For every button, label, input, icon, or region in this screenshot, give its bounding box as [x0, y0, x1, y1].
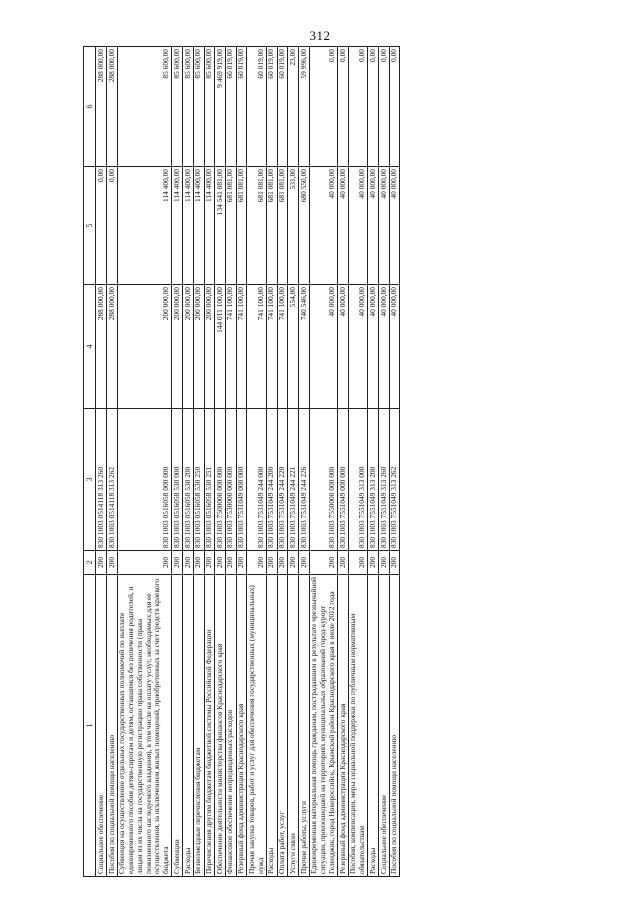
- row-name-cell: Услуги связи: [288, 575, 299, 877]
- row-approved-cell: 200 000,00: [204, 285, 215, 409]
- row-approved-cell: 40 000,00: [309, 285, 337, 409]
- row-grbs-cell: 200: [288, 551, 299, 575]
- row-code-cell: 830 1003 0516058 530 000: [172, 409, 183, 551]
- row-executed-cell: 40 000,00: [338, 167, 349, 285]
- row-code-cell: 830 1003 7500000 000 000: [215, 409, 226, 551]
- column-header: 6: [84, 47, 96, 167]
- row-grbs-cell: 200: [247, 551, 266, 575]
- row-executed-cell: 40 000,00: [379, 167, 390, 285]
- row-executed-cell: 40 000,00: [348, 167, 367, 285]
- row-code-cell: 830 1003 7551049 313 260: [379, 409, 390, 551]
- row-approved-cell: 200 000,00: [193, 285, 204, 409]
- row-name-cell: Финансовое обеспечение непредвиденных расходов: [225, 575, 236, 877]
- row-code-cell: 830 1003 7531049 244 000: [247, 409, 266, 551]
- row-code-cell: 830 1003 0516058 000 000: [117, 409, 171, 551]
- table-row: [225, 47, 236, 877]
- row-unexecuted-cell: 9 469 919,00: [215, 47, 226, 167]
- row-unexecuted-cell: 85 600,00: [193, 47, 204, 167]
- row-unexecuted-cell: 0,00: [389, 47, 400, 167]
- table-row: [389, 47, 400, 877]
- table-row: [299, 47, 310, 877]
- row-grbs-cell: 200: [368, 551, 379, 575]
- row-name-cell: Субвенция на осуществление отдельных государственных полномочий по выплате единовременного пособия детям-сиротам и детям, оставшимся без попечения родителей, и лицам из их числа на государственную регистрацию права собственности (права пожизненного наследуемого владения), в том числе на оплату услуг, необходимых для ее осуществления, за исключением жилых помещений, приобретенных за счет средств краевого бюджета: [117, 575, 171, 877]
- row-code-cell: 830 1003 7531049 244 220: [277, 409, 288, 551]
- row-unexecuted-cell: 60 019,00: [236, 47, 247, 167]
- row-approved-cell: 200 000,00: [172, 285, 183, 409]
- row-unexecuted-cell: 85 600,00: [204, 47, 215, 167]
- row-approved-cell: 741 100,00: [225, 285, 236, 409]
- table-row: [215, 47, 226, 877]
- row-name-cell: Социальное обеспечение: [379, 575, 390, 877]
- row-name-cell: Расходы: [368, 575, 379, 877]
- row-executed-cell: 0,00: [107, 167, 118, 285]
- column-header: 1: [84, 575, 96, 877]
- row-unexecuted-cell: 288 000,00: [107, 47, 118, 167]
- row-name-cell: Безвозмездные перечисления бюджетам: [193, 575, 204, 877]
- table-row: [96, 47, 107, 877]
- row-unexecuted-cell: 23,00: [288, 47, 299, 167]
- row-approved-cell: 40 000,00: [348, 285, 367, 409]
- row-grbs-cell: 200: [225, 551, 236, 575]
- row-grbs-cell: 200: [96, 551, 107, 575]
- column-header: 4: [84, 285, 96, 409]
- row-executed-cell: 681 081,00: [247, 167, 266, 285]
- row-executed-cell: 134 541 081,00: [215, 167, 226, 285]
- row-code-cell: 830 1003 7551049 313 200: [368, 409, 379, 551]
- row-grbs-cell: 200: [338, 551, 349, 575]
- table-row: [172, 47, 183, 877]
- row-code-cell: 830 1003 7551049 000 000: [338, 409, 349, 551]
- row-approved-cell: 741 100,00: [236, 285, 247, 409]
- row-name-cell: Резервный фонд администрации Краснодарского края: [338, 575, 349, 877]
- row-name-cell: Резервный фонд администрации Краснодарского края: [236, 575, 247, 877]
- row-grbs-cell: 200: [309, 551, 337, 575]
- row-name-cell: Пособия по социальной помощи населению: [389, 575, 400, 877]
- row-unexecuted-cell: 0,00: [348, 47, 367, 167]
- row-name-cell: Расходы: [266, 575, 277, 877]
- row-executed-cell: 40 000,00: [389, 167, 400, 285]
- row-approved-cell: 288 000,00: [107, 285, 118, 409]
- row-grbs-cell: 200: [299, 551, 310, 575]
- row-unexecuted-cell: 85 600,00: [117, 47, 171, 167]
- row-grbs-cell: 200: [117, 551, 171, 575]
- row-approved-cell: 741 100,00: [247, 285, 266, 409]
- row-approved-cell: 288 000,00: [96, 285, 107, 409]
- row-grbs-cell: 200: [183, 551, 194, 575]
- table-row: [117, 47, 171, 877]
- table-row: [236, 47, 247, 877]
- budget-table: [83, 46, 400, 877]
- row-grbs-cell: 200: [236, 551, 247, 575]
- row-code-cell: 830 1003 7531049 244 200: [266, 409, 277, 551]
- row-executed-cell: 40 000,00: [309, 167, 337, 285]
- row-name-cell: Пособия по социальной помощи населению: [107, 575, 118, 877]
- table-row: [277, 47, 288, 877]
- column-header: 2: [84, 551, 96, 575]
- row-executed-cell: 0,00: [96, 167, 107, 285]
- table-row: [193, 47, 204, 877]
- header-row: [84, 47, 96, 877]
- row-grbs-cell: 200: [277, 551, 288, 575]
- row-approved-cell: 740 546,00: [299, 285, 310, 409]
- row-code-cell: 830 1003 0516058 530 250: [193, 409, 204, 551]
- row-approved-cell: 40 000,00: [379, 285, 390, 409]
- row-code-cell: 830 1003 7531049 244 221: [288, 409, 299, 551]
- row-grbs-cell: 200: [348, 551, 367, 575]
- row-approved-cell: 40 000,00: [389, 285, 400, 409]
- row-unexecuted-cell: 59 996,00: [299, 47, 310, 167]
- row-name-cell: Пособия, компенсации, меры социальной поддержки по публичным нормативным обязательствам: [348, 575, 367, 877]
- row-approved-cell: 741 100,00: [266, 285, 277, 409]
- row-approved-cell: 554,00: [288, 285, 299, 409]
- row-approved-cell: 200 000,00: [183, 285, 194, 409]
- row-approved-cell: 40 000,00: [368, 285, 379, 409]
- row-executed-cell: 680 550,00: [299, 167, 310, 285]
- row-unexecuted-cell: 0,00: [309, 47, 337, 167]
- row-unexecuted-cell: 60 019,00: [277, 47, 288, 167]
- row-grbs-cell: 200: [389, 551, 400, 575]
- row-unexecuted-cell: 288 000,00: [96, 47, 107, 167]
- row-approved-cell: 200 000,00: [117, 285, 171, 409]
- row-grbs-cell: 200: [193, 551, 204, 575]
- row-name-cell: Перечисления другим бюджетам бюджетной системы Российской Федерации: [204, 575, 215, 877]
- row-name-cell: Социальное обеспечение: [96, 575, 107, 877]
- row-name-cell: Оплата работ, услуг: [277, 575, 288, 877]
- row-grbs-cell: 200: [266, 551, 277, 575]
- row-executed-cell: 531,00: [288, 167, 299, 285]
- table-row: [309, 47, 337, 877]
- table-row: [368, 47, 379, 877]
- row-unexecuted-cell: 85 600,00: [172, 47, 183, 167]
- row-unexecuted-cell: 0,00: [368, 47, 379, 167]
- table-row: [288, 47, 299, 877]
- row-executed-cell: 114 400,00: [183, 167, 194, 285]
- row-unexecuted-cell: 0,00: [379, 47, 390, 167]
- row-unexecuted-cell: 60 019,00: [266, 47, 277, 167]
- row-approved-cell: 144 011 100,00: [215, 285, 226, 409]
- row-code-cell: 830 1003 7550000 000 000: [309, 409, 337, 551]
- row-grbs-cell: 200: [379, 551, 390, 575]
- row-grbs-cell: 200: [172, 551, 183, 575]
- table-row: [107, 47, 118, 877]
- row-executed-cell: 681 081,00: [266, 167, 277, 285]
- row-name-cell: Единовременная материальная помощь гражданам, пострадавшим в результате чрезвычайной ситуации, произошедшей на территориях муниципальных образований город-курорт Геленджик, город Новороссийск, Крымский район Краснодарского края в июле 2012 года: [309, 575, 337, 877]
- column-header: 3: [84, 409, 96, 551]
- row-approved-cell: 741 100,00: [277, 285, 288, 409]
- row-name-cell: Обеспечение деятельности министерства финансов Краснодарского края: [215, 575, 226, 877]
- table-row: [338, 47, 349, 877]
- row-grbs-cell: 200: [204, 551, 215, 575]
- rotated-table-container: [83, 47, 523, 877]
- row-name-cell: Прочие работы, услуги: [299, 575, 310, 877]
- row-code-cell: 830 1003 0516058 530 251: [204, 409, 215, 551]
- row-executed-cell: 114 400,00: [193, 167, 204, 285]
- column-header: 5: [84, 167, 96, 285]
- table-row: [348, 47, 367, 877]
- row-unexecuted-cell: 60 019,00: [247, 47, 266, 167]
- row-code-cell: 830 1003 0514118 313 262: [107, 409, 118, 551]
- row-executed-cell: 114 400,00: [204, 167, 215, 285]
- row-name-cell: Прочая закупка товаров, работ и услуг для обеспечения государственных (муниципальных) нужд: [247, 575, 266, 877]
- row-grbs-cell: 200: [107, 551, 118, 575]
- table-row: [183, 47, 194, 877]
- row-code-cell: 830 1003 0516058 530 200: [183, 409, 194, 551]
- row-code-cell: 830 1003 7551049 313 262: [389, 409, 400, 551]
- row-executed-cell: 681 081,00: [277, 167, 288, 285]
- row-code-cell: 830 1003 0514118 313 260: [96, 409, 107, 551]
- page-number: 312: [309, 28, 331, 43]
- row-name-cell: Расходы: [183, 575, 194, 877]
- row-code-cell: 830 1003 7530000 000 000: [225, 409, 236, 551]
- row-code-cell: 830 1003 7551049 313 000: [348, 409, 367, 551]
- row-code-cell: 830 1003 7531049 000 000: [236, 409, 247, 551]
- row-executed-cell: 114 400,00: [117, 167, 171, 285]
- row-approved-cell: 40 000,00: [338, 285, 349, 409]
- table-row: [266, 47, 277, 877]
- row-code-cell: 830 1003 7531049 244 226: [299, 409, 310, 551]
- row-executed-cell: 681 081,00: [236, 167, 247, 285]
- row-name-cell: Субвенции: [172, 575, 183, 877]
- row-unexecuted-cell: 60 019,00: [225, 47, 236, 167]
- table-row: [204, 47, 215, 877]
- row-executed-cell: 114 400,00: [172, 167, 183, 285]
- row-unexecuted-cell: 0,00: [338, 47, 349, 167]
- table-row: [379, 47, 390, 877]
- table-row: [247, 47, 266, 877]
- table-body: [96, 47, 400, 877]
- row-unexecuted-cell: 85 600,00: [183, 47, 194, 167]
- row-grbs-cell: 200: [215, 551, 226, 575]
- row-executed-cell: 40 000,00: [368, 167, 379, 285]
- row-executed-cell: 681 081,00: [225, 167, 236, 285]
